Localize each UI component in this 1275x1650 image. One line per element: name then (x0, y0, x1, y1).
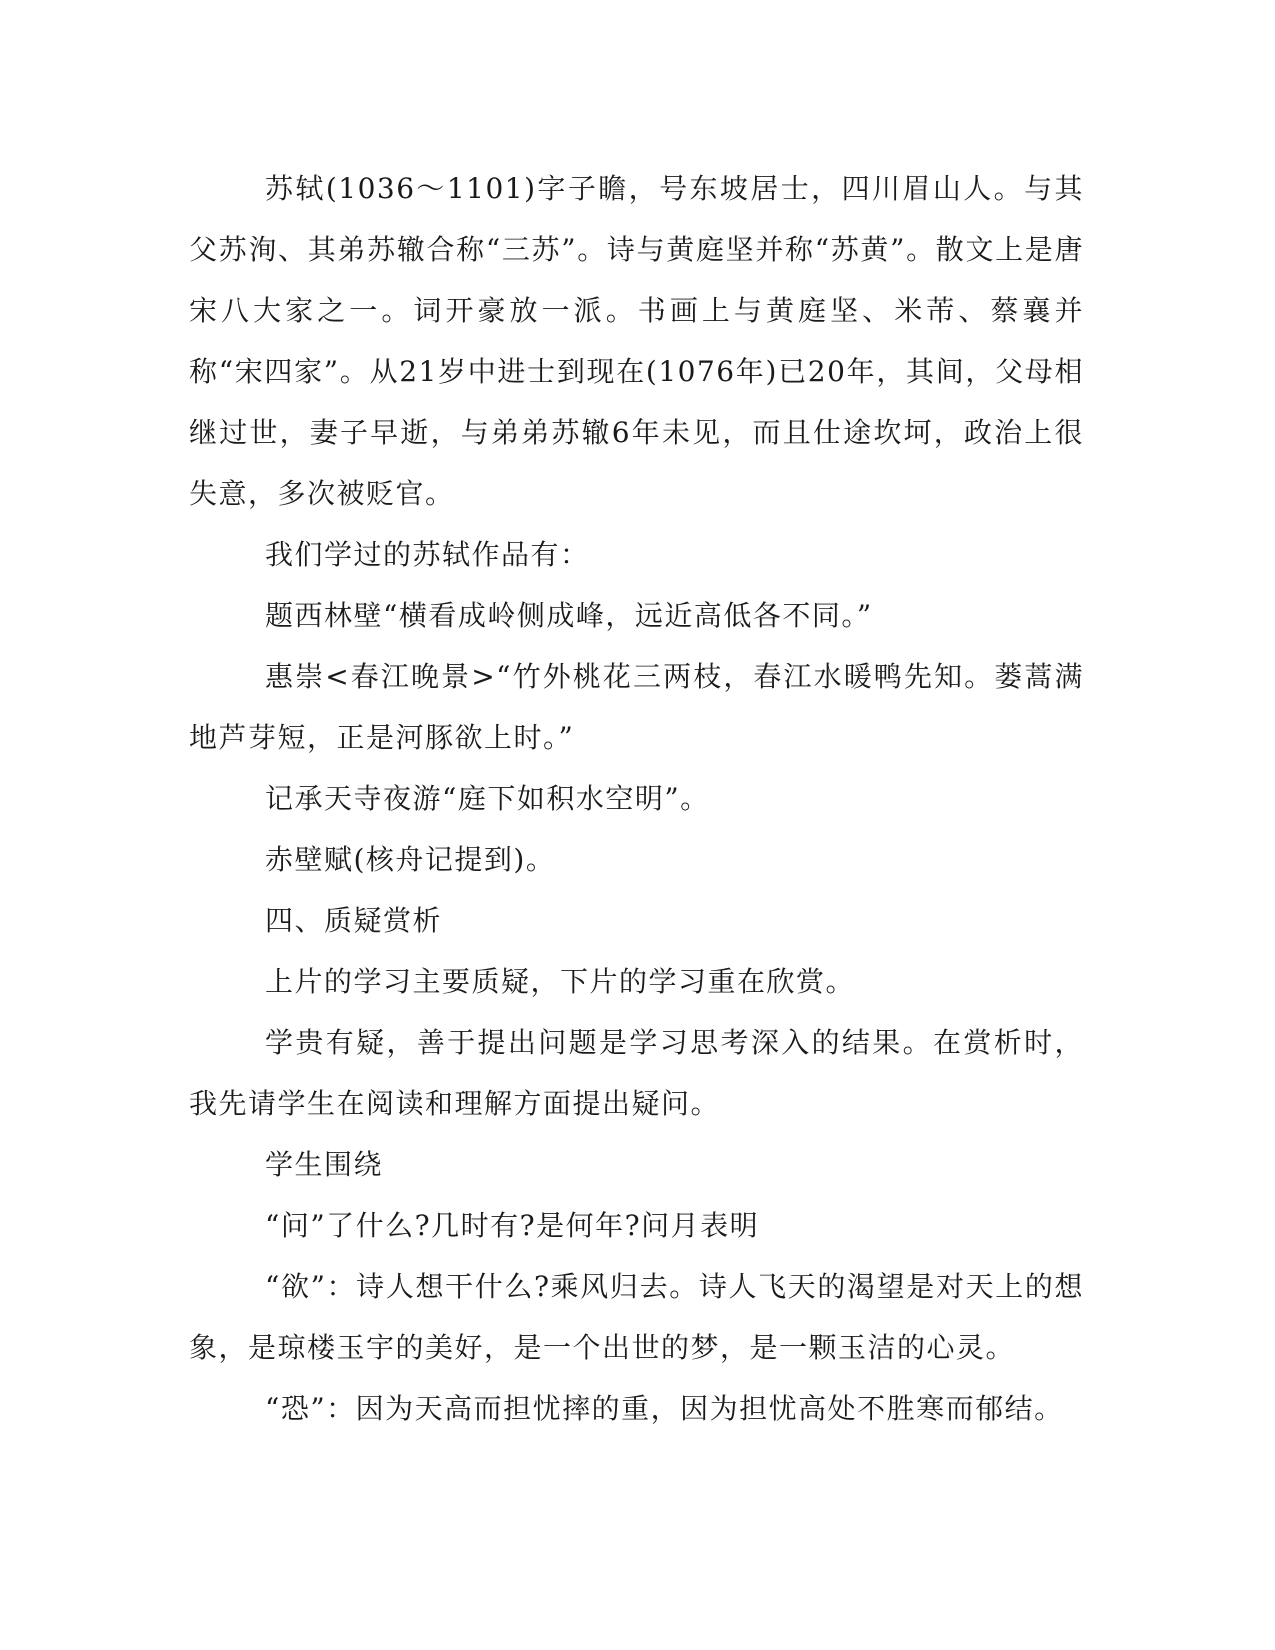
paragraph-works-intro: 我们学过的苏轼作品有： (265, 538, 590, 571)
paragraph-question-yu: “欲”：诗人想干什么?乘风归去。诗人飞天的渴望是对天上的想象，是琼楼玉宇的美好，是一个出世的梦，是一颗玉洁的心灵。 (189, 1270, 1084, 1364)
section-heading-analysis: 四、质疑赏析 (265, 904, 443, 937)
paragraph-question-kong: “恐”：因为天高而担忧摔的重，因为担忧高处不胜寒而郁结。 (265, 1392, 1064, 1425)
paragraph-question-wen: “问”了什么?几时有?是何年?问月表明 (265, 1209, 760, 1242)
paragraph-work-chengtian-temple: 记承天寺夜游“庭下如积水空明”。 (265, 782, 710, 815)
document-body (189, 158, 1084, 1439)
paragraph-work-red-cliff: 赤壁赋(核舟记提到)。 (265, 843, 556, 876)
paragraph-questioning: 学贵有疑，善于提出问题是学习思考深入的结果。在赏析时，我先请学生在阅读和理解方面提出疑问。 (189, 1026, 1084, 1120)
paragraph-analysis-plan: 上片的学习主要质疑，下片的学习重在欣赏。 (265, 965, 856, 998)
paragraph-su-shi-biography: 苏轼(1036～1101)字子瞻，号东坡居士，四川眉山人。与其父苏洵、其弟苏辙合称“三苏”。诗与黄庭坚并称“苏黄”。散文上是唐宋八大家之一。词开豪放一派。书画上与黄庭坚、米芾、蔡襄并称“宋四家”。从21岁中进士到现在(1076年)已20年，其间，父母相继过世，妻子早逝，与弟弟苏辙6年未见，而且仕途坎坷，政治上很失意，多次被贬官。 (189, 172, 1084, 510)
paragraph-students-around: 学生围绕 (265, 1148, 384, 1181)
paragraph-work-spring-river: 惠崇<春江晚景>“竹外桃花三两枝，春江水暖鸭先知。蒌蒿满地芦芽短，正是河豚欲上时。” (189, 660, 1084, 754)
paragraph-work-xilin-wall: 题西林壁“横看成岭侧成峰，远近高低各不同。” (265, 599, 873, 632)
